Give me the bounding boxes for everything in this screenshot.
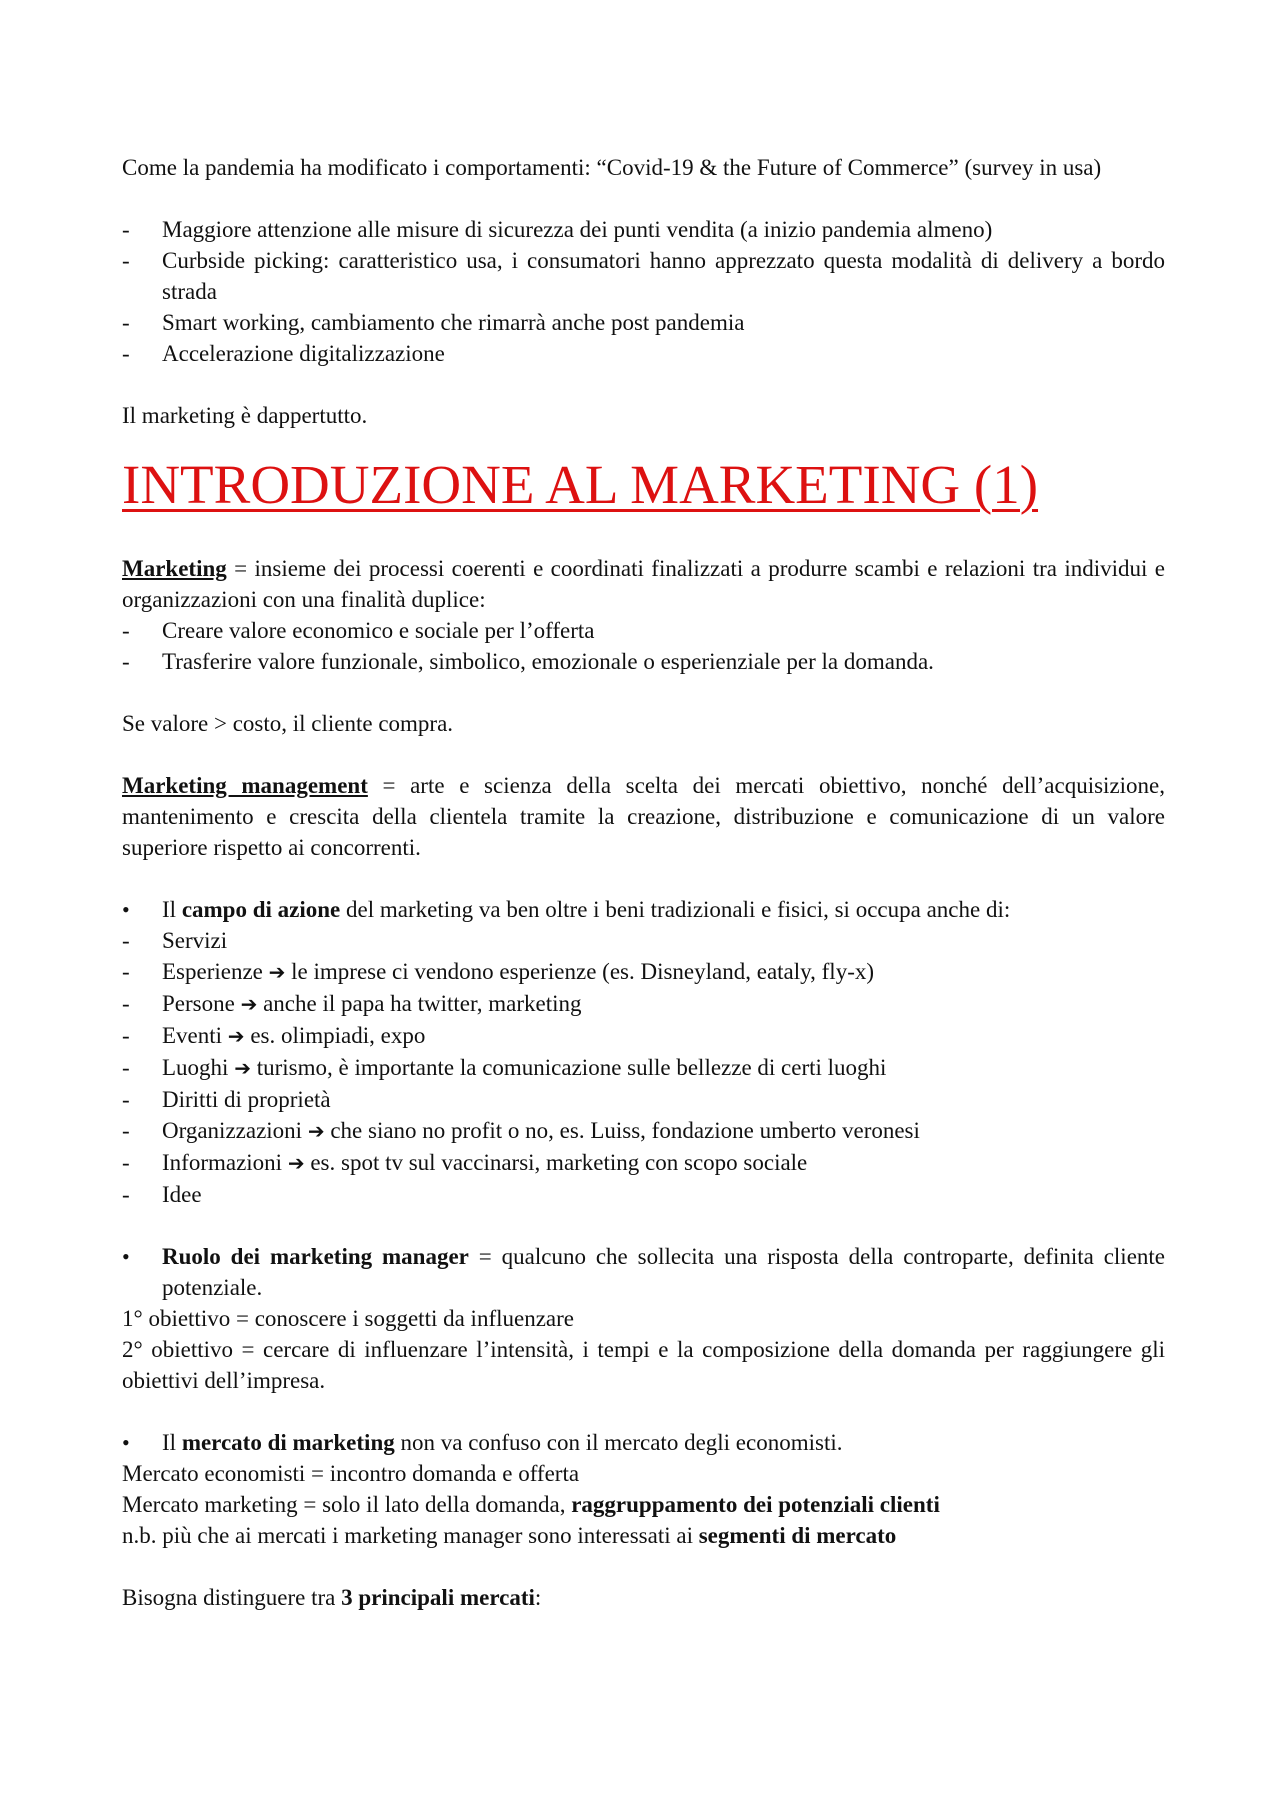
value-rule: Se valore > costo, il cliente compra. <box>122 711 454 736</box>
mercato-marketing: Mercato marketing = solo il lato della domanda, raggruppamento dei potenziali clienti <box>122 1492 940 1517</box>
marketing-goals-list <box>122 615 1165 677</box>
marketing-definition: Marketing = insieme dei processi coerenti e coordinati finalizzati a produrre scambi e relazioni tra individui e organizzazioni con una finalità duplice: <box>122 556 1165 612</box>
marketing-management-definition: Marketing management = arte e scienza della scelta dei mercati obiettivo, nonché dell’acquisizione, mantenimento e crescita della clientela tramite la creazione, distribuzione e comunicazione di un valore superiore rispetto ai concorrenti. <box>122 773 1165 860</box>
mercato-bullet: • Il mercato di marketing non va confuso con il mercato degli economisti. <box>122 1427 1165 1458</box>
list-item: - Luoghi ➔ turismo, è importante la comunicazione sulle bellezze di certi luoghi <box>122 1055 887 1080</box>
list-item: - Accelerazione digitalizzazione <box>122 341 445 366</box>
list-item: - Servizi <box>122 928 228 953</box>
list-item: - Organizzazioni ➔ che siano no profit o no, es. Luiss, fondazione umberto veronesi <box>122 1118 920 1143</box>
list-item: - Curbside picking: caratteristico usa, i consumatori hanno apprezzato questa modalità di delivery a bordo strada <box>122 248 1165 304</box>
definition-term: Marketing management <box>122 773 368 798</box>
objective-1: 1° obiettivo = conoscere i soggetti da influenzare <box>122 1306 574 1331</box>
list-item: - Diritti di proprietà <box>122 1087 331 1112</box>
definition-term: Marketing <box>122 556 227 581</box>
arrow-right-icon: ➔ <box>268 960 286 984</box>
list-item: - Maggiore attenzione alle misure di sicurezza dei punti vendita (a inizio pandemia almeno) <box>122 217 993 242</box>
arrow-right-icon: ➔ <box>234 1056 251 1080</box>
list-item: - Smart working, cambiamento che rimarrà anche post pandemia <box>122 310 745 335</box>
final-line: Bisogna distinguere tra 3 principali mercati: <box>122 1585 542 1610</box>
campo-bullet: • Il campo di azione del marketing va ben oltre i beni tradizionali e fisici, si occupa anche di: <box>122 894 1165 925</box>
bullet-icon: • <box>122 1430 130 1455</box>
list-item: - Idee <box>122 1182 202 1207</box>
arrow-right-icon: ➔ <box>227 1024 245 1048</box>
bullet-icon: • <box>122 1244 130 1269</box>
list-item: - Esperienze ➔ le imprese ci vendono esperienze (es. Disneyland, eataly, fly-x) <box>122 959 875 984</box>
arrow-right-icon: ➔ <box>287 1151 305 1175</box>
bullet-icon: • <box>122 897 130 922</box>
list-item: - Eventi ➔ es. olimpiadi, expo <box>122 1023 426 1048</box>
campo-list <box>122 925 1165 1210</box>
list-item: - Trasferire valore funzionale, simbolico, emozionale o esperienziale per la domanda. <box>122 649 934 674</box>
intro-closing: Il marketing è dappertutto. <box>122 403 368 428</box>
objective-2: 2° obiettivo = cercare di influenzare l’intensità, i tempi e la composizione della domanda per raggiungere gli obiettivi dell’impresa. <box>122 1337 1165 1393</box>
list-item: - Informazioni ➔ es. spot tv sul vaccinarsi, marketing con scopo sociale <box>122 1150 808 1175</box>
document-page <box>122 152 1165 1613</box>
arrow-right-icon: ➔ <box>307 1119 325 1143</box>
pandemic-list <box>122 214 1165 369</box>
intro-line: Come la pandemia ha modificato i comportamenti: “Covid-19 & the Future of Commerce” (survey in usa) <box>122 155 1102 180</box>
list-item: - Creare valore economico e sociale per l’offerta <box>122 618 595 643</box>
ruolo-bullet: • Ruolo dei marketing manager = qualcuno che sollecita una risposta della controparte, definita cliente potenziale. <box>122 1241 1165 1303</box>
nota-bene: n.b. più che ai mercati i marketing manager sono interessati ai segmenti di mercato <box>122 1523 897 1548</box>
section-heading: INTRODUZIONE AL MARKETING (1) <box>122 454 1039 515</box>
list-item: - Persone ➔ anche il papa ha twitter, marketing <box>122 991 582 1016</box>
mercato-economisti: Mercato economisti = incontro domanda e offerta <box>122 1461 580 1486</box>
arrow-right-icon: ➔ <box>240 992 258 1016</box>
